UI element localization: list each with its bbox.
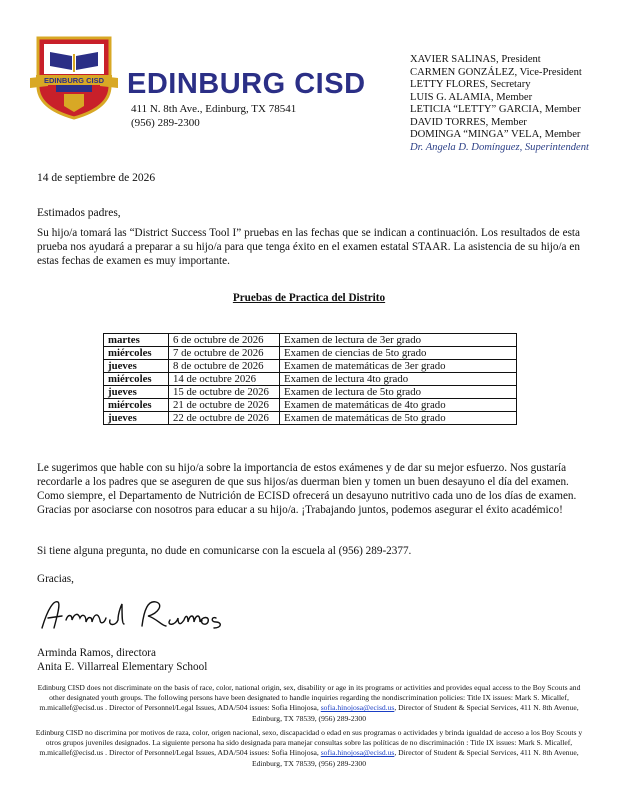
board-member: XAVIER SALINAS, President bbox=[410, 54, 541, 65]
weekday-cell: miércoles bbox=[104, 373, 169, 386]
test-schedule-table bbox=[103, 333, 517, 425]
board-member: LETTY FLORES, Secretary bbox=[410, 79, 531, 90]
exam-cell: Examen de lectura de 5to grado bbox=[280, 386, 517, 399]
exam-cell: Examen de matemáticas de 4to grado bbox=[280, 399, 517, 412]
exam-cell: Examen de ciencias de 5to grado bbox=[280, 347, 517, 360]
weekday-cell: jueves bbox=[104, 386, 169, 399]
greeting: Estimados padres, bbox=[37, 207, 121, 219]
table-row bbox=[104, 373, 517, 386]
phone-line: (956) 289-2300 bbox=[131, 117, 200, 129]
table-row bbox=[104, 386, 517, 399]
weekday-cell: jueves bbox=[104, 412, 169, 425]
nondiscrimination-notice-es bbox=[30, 728, 588, 769]
handwritten-signature bbox=[38, 590, 238, 640]
exam-cell: Examen de matemáticas de 5to grado bbox=[280, 412, 517, 425]
closing: Gracias, bbox=[37, 573, 74, 585]
board-member: LETICIA “LETTY” GARCIA, Member bbox=[410, 104, 581, 115]
contact-paragraph: Si tiene alguna pregunta, no dude en comunicarse con la escuela al (956) 289-2377. bbox=[37, 545, 412, 557]
date-cell: 7 de octubre de 2026 bbox=[169, 347, 280, 360]
body-paragraph: Le sugerimos que hable con su hijo/a sobre la importancia de estos exámenes y de dar su mejor esfuerzo. Nos gustaría recordarle a los padres que se aseguren de que sus hijos/as duerman bien y tomen un buen desayuno el día del examen. Como siempre, el Departamento de Nutrición de ECISD ofrecerá un desayuno nutritivo cada uno de los días de examen. Gracias por asociarse con nosotros para educar a su hijo/a. ¡Trabajando juntos, podemos asegurar el éxito académico! bbox=[37, 462, 577, 516]
schedule-title: Pruebas de Practica del Distrito bbox=[232, 292, 386, 304]
exam-cell: Examen de lectura 4to grado bbox=[280, 373, 517, 386]
footer-text: , Director of Student & Special Services, 411 N. 8th Avenue, Edinburg, TX 78539, (956) 289-2300 bbox=[251, 748, 579, 768]
crest-banner-text: EDINBURG CISD bbox=[43, 76, 105, 85]
footer-text: , Director of Student & Special Services, 411 N. 8th Avenue, Edinburg, TX 78539, (956) 289-2300 bbox=[251, 703, 579, 723]
district-name: EDINBURG CISD bbox=[127, 68, 366, 100]
table-row bbox=[104, 347, 517, 360]
date-cell: 15 de octubre de 2026 bbox=[169, 386, 280, 399]
footer-text: Edinburg CISD no discrimina por motivos de raza, color, origen nacional, sexo, discapacidad o edad en sus programas o actividades y brinda igualdad de acceso a los Boy Scouts y otros grupos juveniles designados. La siguiente persona ha sido designada para manejar consultas sobre las políticas de no discriminación : Title IX issues: Mark S. Micallef, m.micallef@ecisd.us . Director of Personnel/Legal Issues, ADA/504 issues: Sofia Hinojosa, bbox=[35, 728, 583, 758]
email-link[interactable]: sofia.hinojosa@ecisd.us bbox=[320, 703, 395, 713]
table-row bbox=[104, 412, 517, 425]
table-row bbox=[104, 399, 517, 412]
school-name: Anita E. Villarreal Elementary School bbox=[37, 661, 208, 673]
date-cell: 14 de octubre 2026 bbox=[169, 373, 280, 386]
weekday-cell: miércoles bbox=[104, 347, 169, 360]
board-member: CARMEN GONZÁLEZ, Vice-President bbox=[410, 66, 582, 78]
exam-cell: Examen de matemáticas de 3er grado bbox=[280, 360, 517, 373]
footer-text: Edinburg CISD does not discriminate on the basis of race, color, national origin, sex, disability or age in its programs or activities and provides equal access to the Boy Scouts and other designated youth groups. The following persons have been designated to handle inquiries regarding the nondiscrimination policies: Title IX issues: Mark S. Micallef, m.micallef@ecisd.us . Director of Personnel/Legal Issues, ADA/504 issues: Sofia Hinojosa, bbox=[37, 683, 581, 713]
weekday-cell: miércoles bbox=[104, 399, 169, 412]
board-members-list bbox=[410, 54, 589, 154]
district-address bbox=[131, 102, 296, 130]
exam-cell: Examen de lectura de 3er grado bbox=[280, 334, 517, 347]
table-row bbox=[104, 360, 517, 373]
board-member: LUIS G. ALAMIA, Member bbox=[410, 91, 533, 103]
date-cell: 21 de octubre de 2026 bbox=[169, 399, 280, 412]
date-cell: 22 de octubre de 2026 bbox=[169, 412, 280, 425]
district-crest-logo bbox=[30, 34, 118, 120]
address-line: 411 N. 8th Ave., Edinburg, TX 78541 bbox=[131, 103, 297, 115]
board-member: DOMINGA “MINGA” VELA, Member bbox=[410, 129, 581, 140]
nondiscrimination-notice-en bbox=[30, 683, 588, 724]
board-member: DAVID TORRES, Member bbox=[410, 116, 527, 128]
date-cell: 6 de octubre de 2026 bbox=[169, 334, 280, 347]
weekday-cell: martes bbox=[104, 334, 169, 347]
signer-name: Arminda Ramos, directora bbox=[37, 647, 156, 659]
table-row bbox=[104, 334, 517, 347]
weekday-cell: jueves bbox=[104, 360, 169, 373]
intro-paragraph: Su hijo/a tomará las “District Success Tool I” pruebas en las fechas que se indican a continuación. Los resultados de esta prueba nos ayudará a preparar a su hijo/a para que tenga éxito en el examen estatal STAAR. La asistencia de su hijo/a en estas fechas de examen es muy importante. bbox=[37, 227, 580, 267]
letter-date: 14 de septiembre de 2026 bbox=[37, 172, 156, 184]
email-link[interactable]: sofia.hinojosa@ecisd.us bbox=[320, 748, 395, 758]
superintendent: Dr. Angela D. Domínguez, Superintendent bbox=[410, 141, 589, 153]
date-cell: 8 de octubre de 2026 bbox=[169, 360, 280, 373]
